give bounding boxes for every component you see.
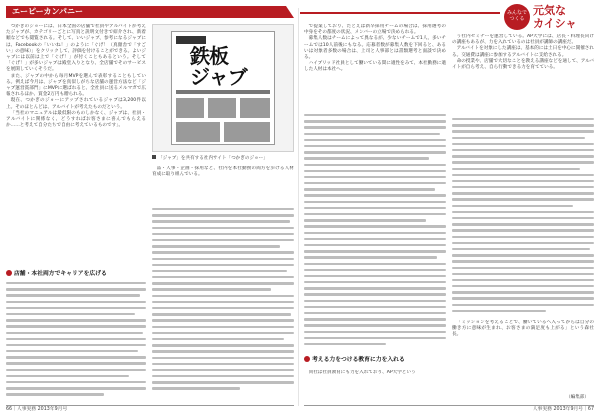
body-paragraph: 「当社のマニュアルは最低限のものしかなく、ジャブは、社員・アルバイトに関係なく、どうすればお客さまに喜んでもらえるか……と考えて自分たちで自由に考えているものです」。	[6, 110, 146, 129]
right-col-2-bottom	[452, 320, 594, 392]
series-logo	[504, 4, 596, 32]
bullet-icon	[6, 270, 12, 276]
body-text-block	[304, 114, 446, 350]
caption-text: 「ジャブ」を共有する社内サイト「つかぎのジョー」	[158, 156, 268, 161]
magazine-title	[190, 46, 247, 88]
magazine-title-1: 鉄板	[190, 44, 228, 68]
magazine-thumbnails	[176, 98, 270, 142]
subheading-text: 店舗・本社両方でキャリアを広げる	[14, 271, 107, 277]
subheading	[304, 356, 405, 364]
footer-rule-left	[6, 405, 294, 406]
body-paragraph: 募集人数はチームによって異なるが、少ないチームで1人、多いチームでは10人前後にもなる。応募者数が募集人数を下回ると、あるいは対象者多数の場合は、上司と人事部とは書類選考と面談で決める。	[304, 36, 446, 61]
right-col-2-top	[452, 34, 594, 116]
right-col-1-bottom	[304, 370, 446, 400]
body-text-block	[6, 282, 146, 400]
body-paragraph: つかぎのジョーには、日本全国の店舗で社員やアルバイトが考えたジャブが、カテゴリーごとに写真と説明文付きで紹介され、新着順などでも閲覧される。そして、いいジャブ、参考になるジャブには、Facebookの「いいね！」のように「ぐげ！（真顔舎で「すごい」の意味）」をクリックして、評価を付けることができる。よいジャブには以前は上で「ぐげ！」が付くこともあるという。そして「ぐげ！」が多いジャブは殿堂入りとなり、全店舗でそのサービスを展開していくそうだ。	[6, 24, 146, 73]
magazine-cover	[171, 31, 275, 145]
footer-rule-right	[304, 405, 594, 406]
body-paragraph: う社内セミナーを運営している。AP大学には、店長・料理長向けの講座もあるが、力を入れているのは社員が講師の講座だ。	[452, 34, 594, 46]
body-text-block	[452, 118, 594, 318]
body-paragraph: 同社は社員教育にも力を入れており、AP大学という	[308, 370, 416, 375]
body-text-block	[152, 208, 294, 400]
body-paragraph: 命の授業や、店舗で大切なことを教える講座などを通して、アルバイトが自ら考え、自ら行動できる力を育てている。	[452, 58, 594, 71]
body-paragraph: アルバイトを対象にした講座は、基本的には土日を中心に開催される。交通費は講座に参加するアルバイトに支給される。	[452, 46, 594, 58]
body-paragraph: 品・人事・企画・採用など、社内を本社勤務の両方を歩ける人材育成に取り組んでいる。	[152, 166, 294, 178]
magazine-photo	[152, 24, 294, 152]
series-title-line-1: 元気な	[533, 4, 566, 17]
series-badge	[504, 4, 530, 30]
section-title: エーピーカンパニー	[12, 7, 83, 16]
right-col-1-top	[304, 24, 446, 112]
caption-marker-icon	[152, 155, 156, 159]
header-rule	[300, 12, 500, 14]
magazine-masthead	[176, 36, 206, 44]
section-header	[6, 6, 294, 18]
body-paragraph: 「ミッションを考えることで、働いているへ入ってからは自分の働き方に意味が生まれ、お客さまの満足度も上がる」という森社長。	[452, 320, 594, 338]
left-col-1	[6, 24, 146, 264]
subheading-text: 考える力をつける教育に力を入れる	[312, 357, 405, 363]
subheading	[6, 270, 107, 278]
magazine-title-2: ジャブ	[190, 65, 247, 89]
magazine-subtitle-bar	[176, 90, 270, 94]
badge-line-1: みんなで	[506, 10, 527, 16]
bullet-icon	[304, 356, 310, 362]
photo-caption	[152, 155, 294, 162]
body-paragraph: また、ジャブの中から毎月MVPを選んで表彰することもしている。例えば今月は、ジャブを真似しがちな店舗の運営方法など「ジャブ運営賞部門」にMVPに選ばれると、全社員に送るメルマガで広報されるほか、賞金2万円も贈られる。	[6, 73, 146, 98]
article-credit: （編集部）	[566, 395, 589, 400]
left-col-2-top	[152, 166, 294, 206]
series-title-line-2: カイシャ	[533, 17, 577, 30]
page-gutter	[298, 8, 299, 406]
badge-line-2: つくる	[509, 16, 525, 22]
body-paragraph: で提案しており、たとえば新卒採用チームの場合は、採用選考の中身をその都度の状況、メンバーの立場で決められる。	[304, 24, 446, 36]
body-paragraph: ハイブリッド社員として働いている間に適性をみて、本社勤務に適した人材は本社へ。	[304, 61, 446, 73]
body-paragraph: 現在、つかぎのジョーにアップされているジャブは3,200件以上。そのほとんどは、アルバイトが考えたものだという。	[6, 98, 146, 110]
page-footer-right: 人事実務 2013年9月号｜67	[532, 407, 594, 412]
page-footer-left: 66｜人事実務 2013年9月号	[6, 407, 68, 412]
